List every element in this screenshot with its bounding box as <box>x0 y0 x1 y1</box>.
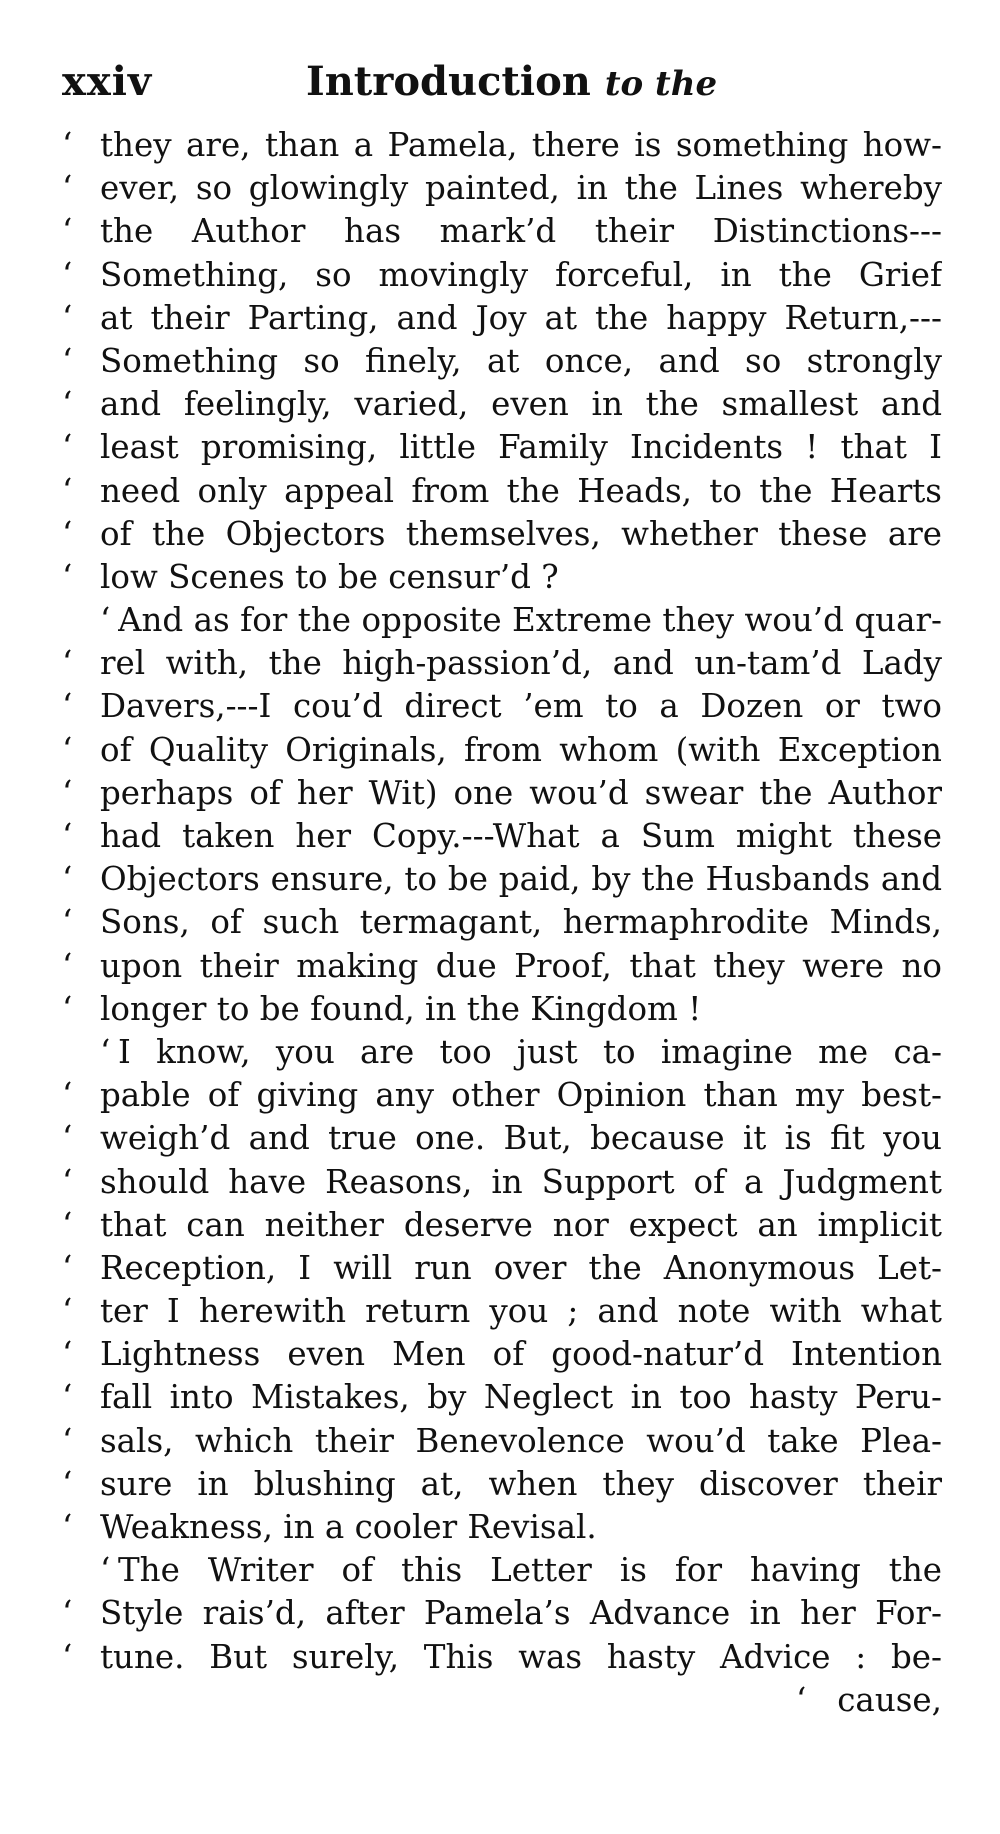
line-text: that can neither deserve nor expect an implicit <box>100 1205 942 1244</box>
text-line <box>62 124 942 167</box>
text-line <box>62 945 942 988</box>
quote-mark: ‘ <box>796 1680 807 1719</box>
running-head <box>62 58 942 128</box>
line-text: pable of giving any other Opinion than my best- <box>100 1076 942 1115</box>
text-line <box>62 470 942 513</box>
quote-mark: ‘ <box>62 1119 73 1158</box>
text-line <box>62 1592 942 1635</box>
quote-mark: ‘ <box>62 773 73 812</box>
quote-mark: ‘ <box>100 601 111 640</box>
text-line <box>62 642 942 685</box>
line-text: at their Parting, and Joy at the happy Return,--- <box>100 298 942 337</box>
quote-mark: ‘ <box>62 255 73 294</box>
line-text: And as for the opposite Extreme they wou’d quar- <box>118 601 942 640</box>
line-text: Reception, I will run over the Anonymous Let- <box>100 1248 942 1287</box>
line-text: ever, so glowingly painted, in the Lines whereby <box>100 169 942 208</box>
text-line <box>62 901 942 944</box>
quote-mark: ‘ <box>62 428 73 467</box>
line-text: The Writer of this Letter is for having the <box>118 1551 942 1590</box>
text-line <box>62 340 942 383</box>
line-text: need only appeal from the Heads, to the Hearts <box>100 471 942 510</box>
quote-mark: ‘ <box>62 1248 73 1287</box>
line-text: of Quality Originals, from whom (with Exception <box>100 730 942 769</box>
quote-mark: ‘ <box>62 298 73 337</box>
quote-mark: ‘ <box>62 1464 73 1503</box>
line-text: of the Objectors themselves, whether these are <box>100 514 942 553</box>
text-line <box>62 858 942 901</box>
quote-mark: ‘ <box>62 817 73 855</box>
line-text: Something, so movingly forceful, in the Grief <box>100 255 942 294</box>
quote-mark: ‘ <box>62 385 73 424</box>
text-line <box>62 685 942 728</box>
quote-mark: ‘ <box>62 1508 73 1546</box>
quote-mark: ‘ <box>62 860 73 899</box>
line-text: sure in blushing at, when they discover their <box>100 1464 942 1503</box>
quote-mark: ‘ <box>62 1378 73 1417</box>
text-line <box>62 1333 942 1376</box>
text-line <box>62 1290 942 1333</box>
quote-mark: ‘ <box>62 903 73 942</box>
line-text: I know, you are too just to imagine me ca- <box>118 1032 942 1071</box>
line-text: low Scenes to be censur’d ? <box>100 557 559 596</box>
line-text: tune. But surely, This was hasty Advice : be- <box>100 1637 942 1676</box>
line-text: Style rais’d, after Pamela’s Advance in her For- <box>100 1594 942 1633</box>
line-text: Something so finely, at once, and so strongly <box>100 341 942 380</box>
quote-mark: ‘ <box>62 687 73 726</box>
line-text: fall into Mistakes, by Neglect in too hasty Peru- <box>100 1378 942 1417</box>
text-line <box>62 729 942 772</box>
quote-mark: ‘ <box>62 1335 73 1374</box>
line-text: perhaps of her Wit) one wou’d swear the Author <box>100 773 942 812</box>
quote-mark: ‘ <box>62 989 73 1028</box>
text-line <box>62 556 942 599</box>
text-line <box>62 1161 942 1204</box>
quote-mark: ‘ <box>62 1292 73 1331</box>
catchword-line <box>62 1679 942 1722</box>
quote-mark: ‘ <box>62 730 73 769</box>
line-text: rel with, the high-passion’d, and un-tam’d Lady <box>100 644 942 683</box>
line-text: Weakness, in a cooler Revisal. <box>100 1508 597 1546</box>
line-text: upon their making due Proof, that they were no <box>100 946 942 985</box>
quote-mark: ‘ <box>100 1551 111 1590</box>
quote-mark: ‘ <box>100 1032 111 1071</box>
line-text: the Author has mark’d their Distinctions--- <box>100 212 942 251</box>
text-line <box>62 1636 942 1679</box>
quote-mark: ‘ <box>62 557 73 596</box>
quote-mark: ‘ <box>62 212 73 251</box>
text-line <box>62 1074 942 1117</box>
text-line <box>62 1117 942 1160</box>
text-line <box>62 772 942 815</box>
catchword: cause, <box>837 1680 942 1719</box>
line-text: longer to be found, in the Kingdom ! <box>100 989 702 1028</box>
line-text: and feelingly, varied, even in the smallest and <box>100 385 942 424</box>
text-line <box>62 383 942 426</box>
quote-mark: ‘ <box>62 1421 73 1460</box>
text-line <box>62 254 942 297</box>
line-text: Davers,---I cou’d direct ’em to a Dozen or two <box>100 687 942 726</box>
quote-mark: ‘ <box>62 1205 73 1244</box>
quote-mark: ‘ <box>62 946 73 985</box>
text-line <box>62 426 942 469</box>
line-text: weigh’d and true one. But, because it is fit you <box>100 1119 942 1158</box>
line-text: Sons, of such termagant, hermaphrodite Minds, <box>100 903 942 942</box>
running-title-main: Introduction <box>306 58 591 105</box>
line-text: had taken her Copy.---What a Sum might these <box>100 817 942 855</box>
quote-mark: ‘ <box>62 1162 73 1201</box>
body-text <box>62 124 942 1722</box>
text-line <box>62 1376 942 1419</box>
text-line <box>62 1463 942 1506</box>
line-text: Objectors ensure, to be paid, by the Husbands and <box>100 860 942 899</box>
quote-mark: ‘ <box>62 169 73 208</box>
line-text: should have Reasons, in Support of a Judgment <box>100 1162 942 1201</box>
quote-mark: ‘ <box>62 1076 73 1115</box>
text-line <box>62 1204 942 1247</box>
quote-mark: ‘ <box>62 126 73 164</box>
text-line <box>62 599 942 642</box>
line-text: ter I herewith return you ; and note with what <box>100 1292 942 1331</box>
quote-mark: ‘ <box>62 644 73 683</box>
line-text: Lightness even Men of good-natur’d Intention <box>100 1335 942 1374</box>
line-text: least promising, little Family Incidents ! that I <box>100 428 942 467</box>
line-text: they are, than a Pamela, there is something how- <box>100 126 942 164</box>
text-line <box>62 513 942 556</box>
running-title <box>306 58 717 105</box>
quote-mark: ‘ <box>62 341 73 380</box>
text-line <box>62 988 942 1031</box>
text-line <box>62 167 942 210</box>
text-line <box>62 815 942 858</box>
text-line <box>62 1549 942 1592</box>
running-title-sub: to the <box>604 64 718 104</box>
text-line <box>62 1247 942 1290</box>
text-line <box>62 1420 942 1463</box>
text-line <box>62 1506 942 1549</box>
quote-mark: ‘ <box>62 471 73 510</box>
quote-mark: ‘ <box>62 1594 73 1633</box>
text-line <box>62 297 942 340</box>
quote-mark: ‘ <box>62 514 73 553</box>
text-line <box>62 1031 942 1074</box>
quote-mark: ‘ <box>62 1637 73 1676</box>
text-line <box>62 210 942 253</box>
line-text: sals, which their Benevolence wou’d take Plea- <box>100 1421 942 1460</box>
page-number: xxiv <box>62 58 153 105</box>
